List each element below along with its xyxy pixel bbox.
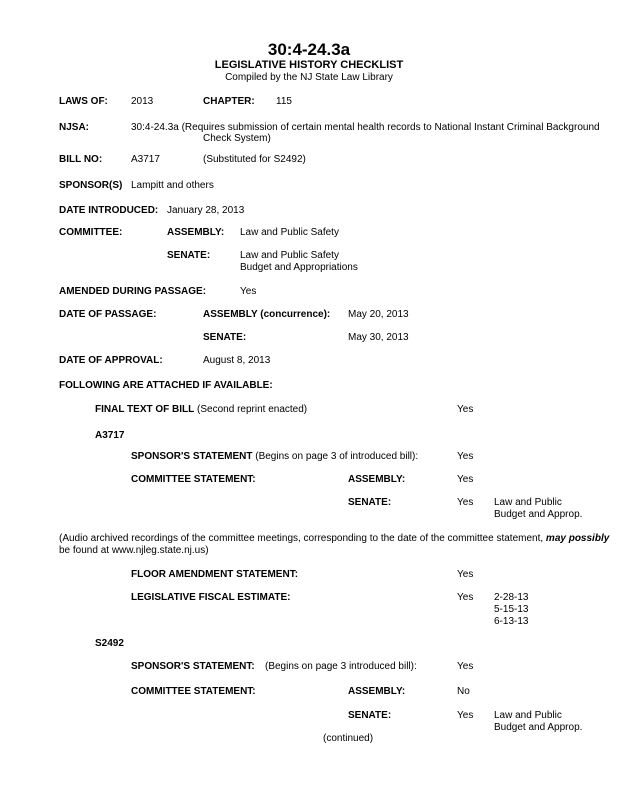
final-text-label: FINAL TEXT OF BILL xyxy=(95,404,195,415)
amended-value: Yes xyxy=(240,286,257,297)
date-introduced-label: DATE INTRODUCED: xyxy=(59,205,159,216)
a3717-senate-value: Yes xyxy=(457,497,474,508)
committee-senate-value2: Budget and Appropriations xyxy=(240,262,358,273)
committee-assembly-label: ASSEMBLY: xyxy=(167,227,225,238)
a3717-committee-label: COMMITTEE STATEMENT: xyxy=(131,474,256,485)
audio-note-emphasis: may possibly xyxy=(545,533,610,544)
passage-assembly-value: May 20, 2013 xyxy=(348,309,409,320)
a3717-assembly-value: Yes xyxy=(457,474,474,485)
a3717-sponsor-value: Yes xyxy=(457,451,474,462)
audio-note-text: (Audio archived recordings of the committee meetings, corresponding to the date of the committee statement, xyxy=(59,533,544,544)
s2492-senate-value: Yes xyxy=(457,710,474,721)
sponsors-value: Lampitt and others xyxy=(131,180,214,191)
passage-assembly-label: ASSEMBLY (concurrence): xyxy=(203,309,331,320)
audio-note-line1 xyxy=(59,533,609,545)
a3717-sponsor-note: (Begins on page 3 of introduced bill): xyxy=(255,451,419,462)
a3717-heading: A3717 xyxy=(95,430,125,441)
committee-label: COMMITTEE: xyxy=(59,227,123,238)
a3717-sponsor-label: SPONSOR'S STATEMENT xyxy=(131,451,253,462)
committee-senate-label: SENATE: xyxy=(167,250,211,261)
s2492-sponsor-note: (Begins on page 3 introduced bill): xyxy=(265,661,417,672)
s2492-assembly-label: ASSEMBLY: xyxy=(348,686,406,697)
fiscal-value: Yes xyxy=(457,592,474,603)
final-text-row xyxy=(95,404,307,416)
fiscal-label: LEGISLATIVE FISCAL ESTIMATE: xyxy=(131,592,291,603)
bill-no-value: A3717 xyxy=(131,154,160,165)
bill-no-label: BILL NO: xyxy=(59,154,103,165)
final-text-value: Yes xyxy=(457,404,474,415)
page-subtitle: LEGISLATIVE HISTORY CHECKLIST xyxy=(214,59,404,71)
a3717-assembly-label: ASSEMBLY: xyxy=(348,474,406,485)
s2492-senate-label: SENATE: xyxy=(348,710,392,721)
fiscal-date: 2-28-13 xyxy=(494,592,529,603)
final-text-note: (Second reprint enacted) xyxy=(197,404,308,415)
audio-note-line2: be found at www.njleg.state.nj.us) xyxy=(59,545,209,556)
fiscal-date: 5-15-13 xyxy=(494,604,529,615)
chapter-value: 115 xyxy=(276,96,292,107)
date-introduced-value: January 28, 2013 xyxy=(167,205,245,216)
floor-label: FLOOR AMENDMENT STATEMENT: xyxy=(131,569,299,580)
passage-label: DATE OF PASSAGE: xyxy=(59,309,157,320)
njsa-value-line2: Check System) xyxy=(203,133,271,144)
floor-value: Yes xyxy=(457,569,474,580)
a3717-senate-note1: Law and Public xyxy=(494,497,562,508)
approval-label: DATE OF APPROVAL: xyxy=(59,355,163,366)
passage-senate-value: May 30, 2013 xyxy=(348,332,409,343)
page-title: 30:4-24.3a xyxy=(267,40,351,59)
s2492-senate-note2: Budget and Approp. xyxy=(494,722,583,733)
laws-of-value: 2013 xyxy=(131,96,154,107)
a3717-senate-note2: Budget and Approp. xyxy=(494,509,583,520)
s2492-committee-label: COMMITTEE STATEMENT: xyxy=(131,686,256,697)
continued-note: (continued) xyxy=(323,733,374,744)
njsa-label: NJSA: xyxy=(59,122,90,133)
committee-senate-value1: Law and Public Safety xyxy=(240,250,339,261)
fiscal-date: 6-13-13 xyxy=(494,616,529,627)
approval-value: August 8, 2013 xyxy=(203,355,271,366)
s2492-sponsor-label: SPONSOR'S STATEMENT: xyxy=(131,661,255,672)
a3717-sponsor-row xyxy=(131,451,418,463)
compiled-by: Compiled by the NJ State Law Library xyxy=(225,72,393,83)
attached-heading: FOLLOWING ARE ATTACHED IF AVAILABLE: xyxy=(59,380,273,391)
passage-senate-label: SENATE: xyxy=(203,332,247,343)
s2492-heading: S2492 xyxy=(95,638,124,649)
laws-of-label: LAWS OF: xyxy=(59,96,108,107)
s2492-sponsor-value: Yes xyxy=(457,661,474,672)
amended-label: AMENDED DURING PASSAGE: xyxy=(59,286,207,297)
bill-no-note: (Substituted for S2492) xyxy=(203,154,306,165)
committee-assembly-value: Law and Public Safety xyxy=(240,227,339,238)
s2492-assembly-value: No xyxy=(457,686,470,697)
sponsors-label: SPONSOR(S) xyxy=(59,180,123,191)
a3717-senate-label: SENATE: xyxy=(348,497,392,508)
njsa-value-line1: 30:4-24.3a (Requires submission of certain mental health records to National Instant Criminal Background xyxy=(131,122,600,133)
s2492-senate-note1: Law and Public xyxy=(494,710,562,721)
chapter-label: CHAPTER: xyxy=(203,96,255,107)
